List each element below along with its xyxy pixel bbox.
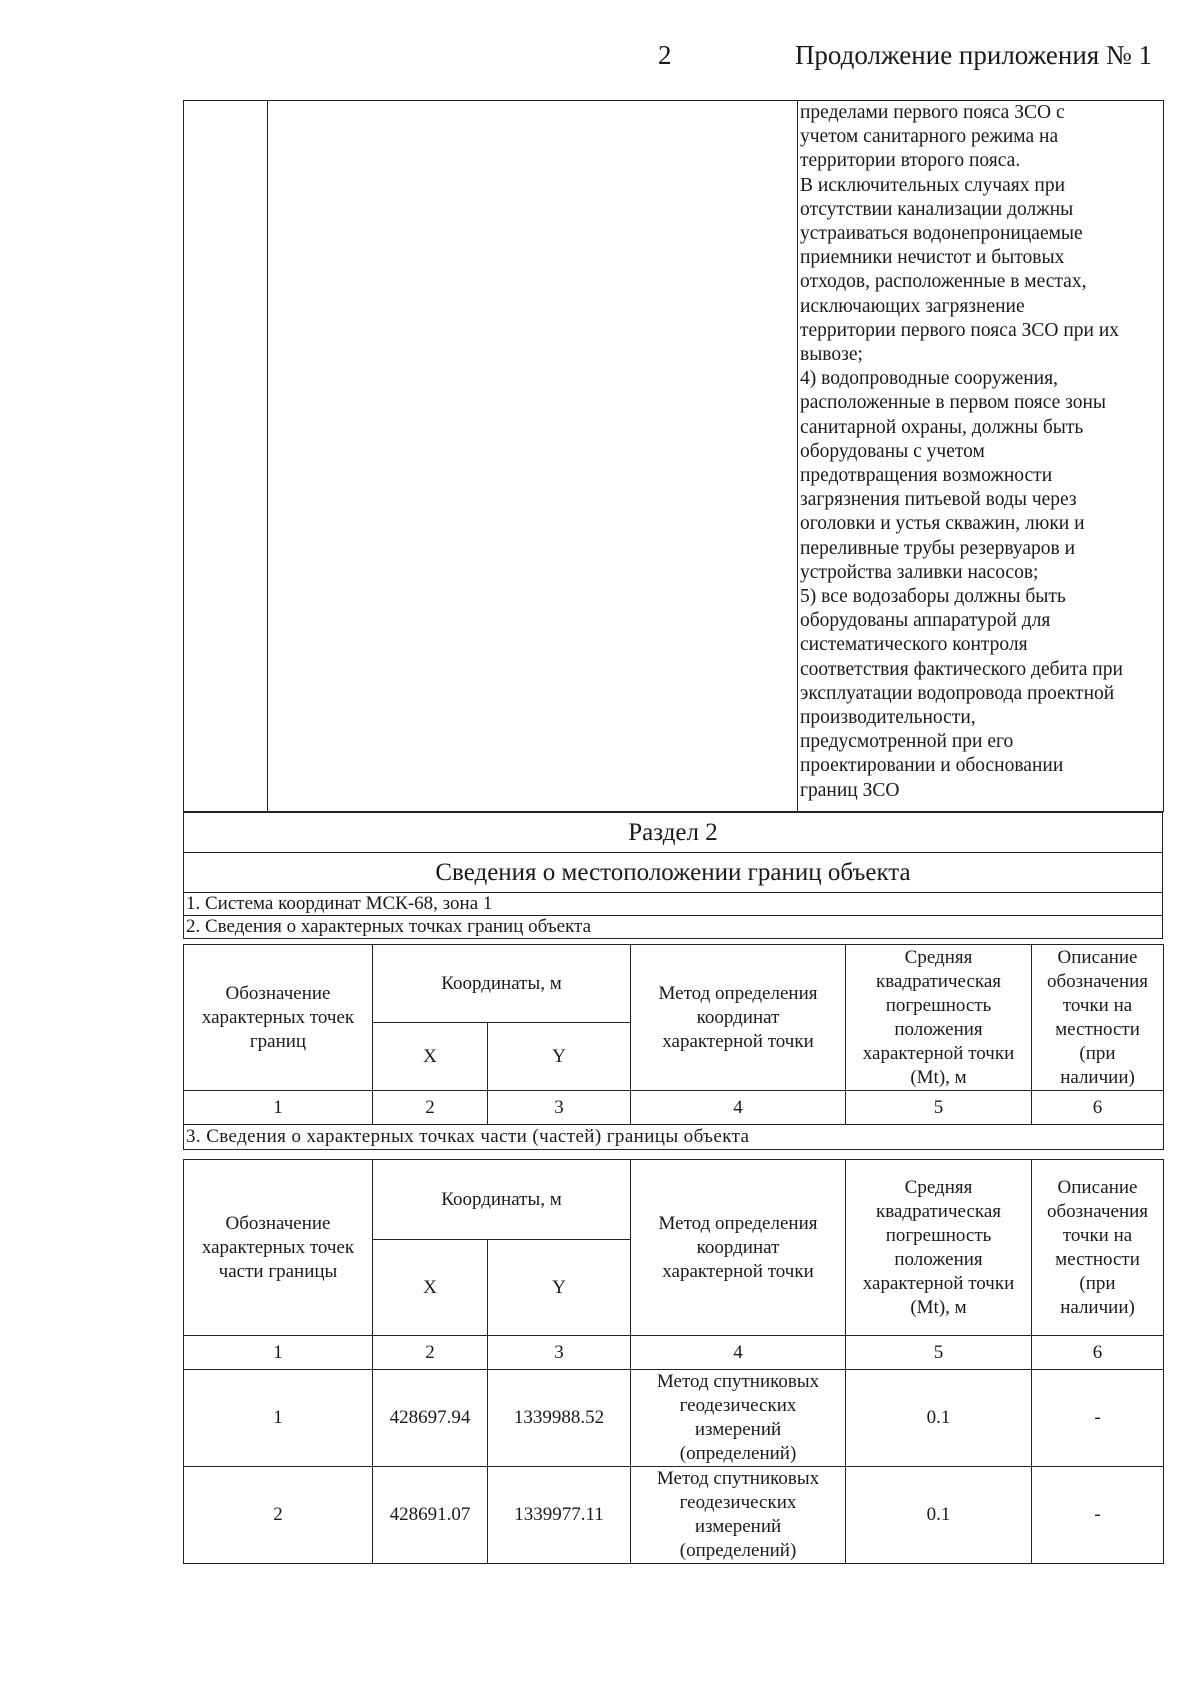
text-line: В исключительных случаях при (800, 174, 1066, 196)
requirements-text (798, 101, 1164, 812)
text-line: переливные трубы резервуаров и (800, 537, 1076, 559)
text-line: эксплуатации водопровода проектной (800, 682, 1115, 704)
text-line: пределами первого пояса ЗСО с (800, 102, 1065, 123)
description-value: - (1032, 1370, 1164, 1467)
text-line: территории второго пояса. (800, 150, 1021, 172)
table-row (184, 1467, 1164, 1564)
coord-system-line: 1. Система координат МСК-68, зона 1 (184, 893, 1163, 916)
column-number: 4 (631, 1091, 846, 1125)
text-line: отсутствии канализации должны (800, 198, 1074, 220)
point-id: 2 (184, 1467, 373, 1564)
table-row (184, 1370, 1164, 1467)
section-subtitle: Сведения о местоположении границ объекта (184, 853, 1163, 893)
top-empty-cell-2 (268, 101, 798, 812)
top-continuation-table (183, 100, 1164, 812)
column-number: 4 (631, 1336, 846, 1370)
column-number: 5 (846, 1091, 1032, 1125)
section-title: Раздел 2 (184, 813, 1163, 853)
error-header: Средняя квадратическая погрешность положения характерной точки (Mt), м (846, 1160, 1032, 1336)
column-number: 1 (184, 1336, 373, 1370)
part-boundary-points-table (183, 1159, 1164, 1564)
method-header: Метод определения координат характерной точки (631, 945, 846, 1091)
page-number: 2 (658, 40, 672, 70)
continuation-title: Продолжение приложения № 1 (794, 40, 1152, 70)
y-header: Y (488, 1240, 631, 1336)
x-header: X (373, 1240, 488, 1336)
text-line: 5) все водозаборы должны быть (800, 586, 1066, 608)
description-header: Описание обозначения точки на местности (при наличии) (1032, 945, 1164, 1091)
col-designation-header: Обозначение характерных точек части границы (184, 1160, 373, 1336)
error-value: 0.1 (846, 1370, 1032, 1467)
section-header-table (183, 812, 1163, 939)
text-line: расположенные в первом поясе зоны (800, 392, 1107, 414)
method-cell: Метод спутниковых геодезических измерений (определений) (631, 1467, 846, 1564)
text-line: проектировании и обосновании (800, 755, 1064, 777)
text-line: устраиваться водонепроницаемые (800, 223, 1083, 245)
column-number: 1 (184, 1091, 373, 1125)
column-number: 3 (488, 1091, 631, 1125)
method-header: Метод определения координат характерной точки (631, 1160, 846, 1336)
column-number: 6 (1032, 1091, 1164, 1125)
description-header: Описание обозначения точки на местности (при наличии) (1032, 1160, 1164, 1336)
text-line: производительности, (800, 707, 976, 729)
text-line: территории первого пояса ЗСО при их (800, 319, 1120, 341)
text-line: приемники нечистот и бытовых (800, 247, 1065, 269)
column-number: 5 (846, 1336, 1032, 1370)
text-line: предотвращения возможности (800, 465, 1053, 487)
text-line: отходов, расположенные в местах, (800, 271, 1087, 293)
coord-y: 1339988.52 (488, 1370, 631, 1467)
coord-x: 428697.94 (373, 1370, 488, 1467)
coord-y: 1339977.11 (488, 1467, 631, 1564)
points-title-line: 2. Сведения о характерных точках границ объекта (184, 916, 1163, 939)
coords-header: Координаты, м (373, 1160, 631, 1240)
coords-header: Координаты, м (373, 945, 631, 1023)
text-line: систематического контроля (800, 634, 1028, 656)
column-number: 6 (1032, 1336, 1164, 1370)
method-cell: Метод спутниковых геодезических измерений (определений) (631, 1370, 846, 1467)
text-line: оголовки и устья скважин, люки и (800, 513, 1085, 535)
text-line: загрязнения питьевой воды через (800, 489, 1077, 511)
description-value: - (1032, 1467, 1164, 1564)
text-line: устройства заливки насосов; (800, 561, 1039, 583)
column-number: 2 (373, 1336, 488, 1370)
text-line: исключающих загрязнение (800, 295, 1025, 317)
text-line: оборудованы с учетом (800, 440, 985, 462)
text-line: границ ЗСО (800, 779, 900, 801)
text-line: соответствия фактического дебита при (800, 658, 1123, 680)
top-empty-cell-1 (184, 101, 268, 812)
text-line: предусмотренной при его (800, 731, 1014, 753)
text-line: учетом санитарного режима на (800, 126, 1059, 148)
y-header: Y (488, 1023, 631, 1091)
part-points-title-line: 3. Сведения о характерных точках части (частей) границы объекта (184, 1125, 1164, 1150)
coord-x: 428691.07 (373, 1467, 488, 1564)
text-line: вывозе; (800, 344, 863, 366)
point-id: 1 (184, 1370, 373, 1467)
boundary-points-table (183, 944, 1164, 1150)
text-line: 4) водопроводные сооружения, (800, 368, 1058, 390)
column-number: 3 (488, 1336, 631, 1370)
col-designation-header: Обозначение характерных точек границ (184, 945, 373, 1091)
error-header: Средняя квадратическая погрешность положения характерной точки (Mt), м (846, 945, 1032, 1091)
error-value: 0.1 (846, 1467, 1032, 1564)
x-header: X (373, 1023, 488, 1091)
text-line: санитарной охраны, должны быть (800, 416, 1084, 438)
column-number: 2 (373, 1091, 488, 1125)
text-line: оборудованы аппаратурой для (800, 610, 1051, 632)
